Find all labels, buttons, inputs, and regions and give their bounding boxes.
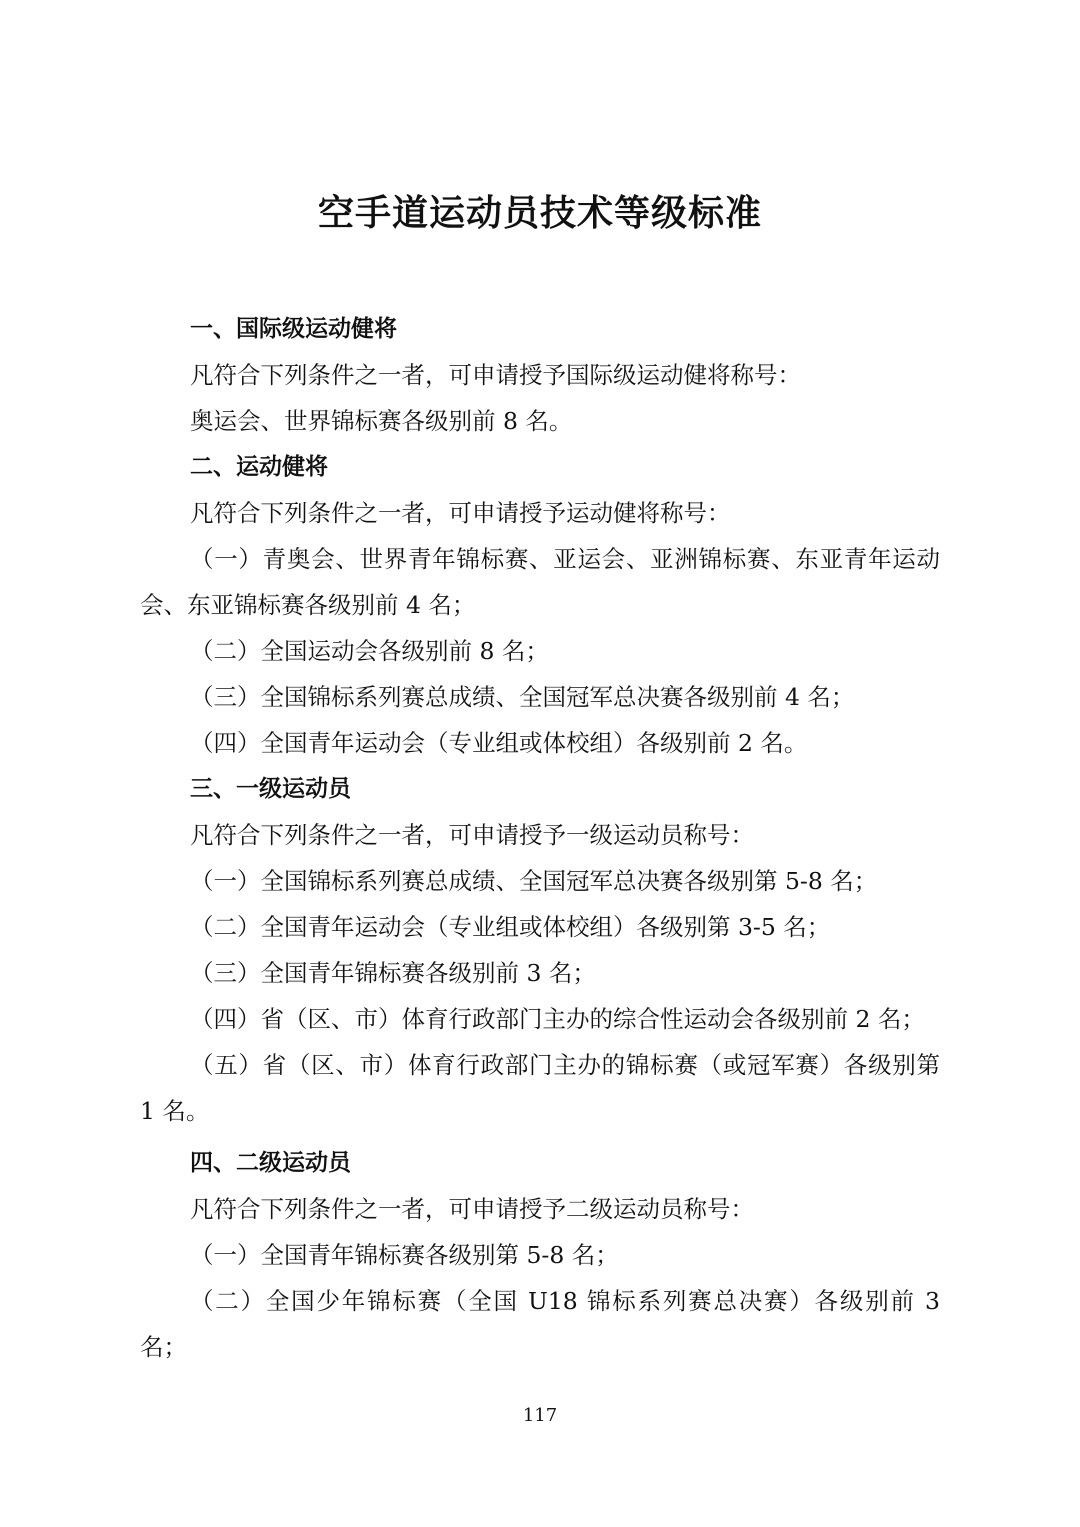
- section-intro: 凡符合下列条件之一者，可申请授予运动健将称号：: [190, 499, 731, 527]
- criteria-item: （一）全国青年锦标赛各级别第 5-8 名；: [190, 1241, 619, 1269]
- criteria-item: （二）全国运动会各级别前 8 名；: [190, 637, 549, 665]
- criteria-item: （五）省（区、市）体育行政部门主办的锦标赛（或冠军赛）各级别第 1 名。: [140, 1051, 940, 1125]
- criteria-item: （一）全国锦标系列赛总成绩、全国冠军总决赛各级别第 5-8 名；: [190, 867, 878, 895]
- criteria-item: 奥运会、世界锦标赛各级别前 8 名。: [190, 407, 573, 435]
- criteria-item: （四）省（区、市）体育行政部门主办的综合性运动会各级别前 2 名；: [190, 1005, 925, 1033]
- criteria-item: （三）全国锦标系列赛总成绩、全国冠军总决赛各级别前 4 名；: [190, 683, 855, 711]
- criteria-item: （二）全国青年运动会（专业组或体校组）各级别第 3-5 名；: [190, 913, 831, 941]
- section-heading: 一、国际级运动健将: [190, 316, 397, 342]
- page-number: 117: [522, 1405, 558, 1426]
- section-heading: 三、一级运动员: [190, 776, 351, 802]
- criteria-item: （四）全国青年运动会（专业组或体校组）各级别前 2 名。: [190, 729, 808, 757]
- section-intro: 凡符合下列条件之一者，可申请授予国际级运动健将称号：: [190, 361, 801, 389]
- document-title: 空手道运动员技术等级标准: [317, 193, 762, 235]
- section-heading: 二、运动健将: [190, 454, 328, 480]
- document-body: [140, 306, 940, 1370]
- criteria-item: （二）全国少年锦标赛（全国 U18 锦标系列赛总决赛）各级别前 3 名；: [140, 1287, 940, 1361]
- section-heading: 四、二级运动员: [190, 1150, 351, 1176]
- section-intro: 凡符合下列条件之一者，可申请授予二级运动员称号：: [190, 1195, 754, 1223]
- criteria-item: （一）青奥会、世界青年锦标赛、亚运会、亚洲锦标赛、东亚青年运动会、东亚锦标赛各级别前 4 名；: [140, 545, 940, 619]
- section-intro: 凡符合下列条件之一者，可申请授予一级运动员称号：: [190, 821, 754, 849]
- criteria-item: （三）全国青年锦标赛各级别前 3 名；: [190, 959, 596, 987]
